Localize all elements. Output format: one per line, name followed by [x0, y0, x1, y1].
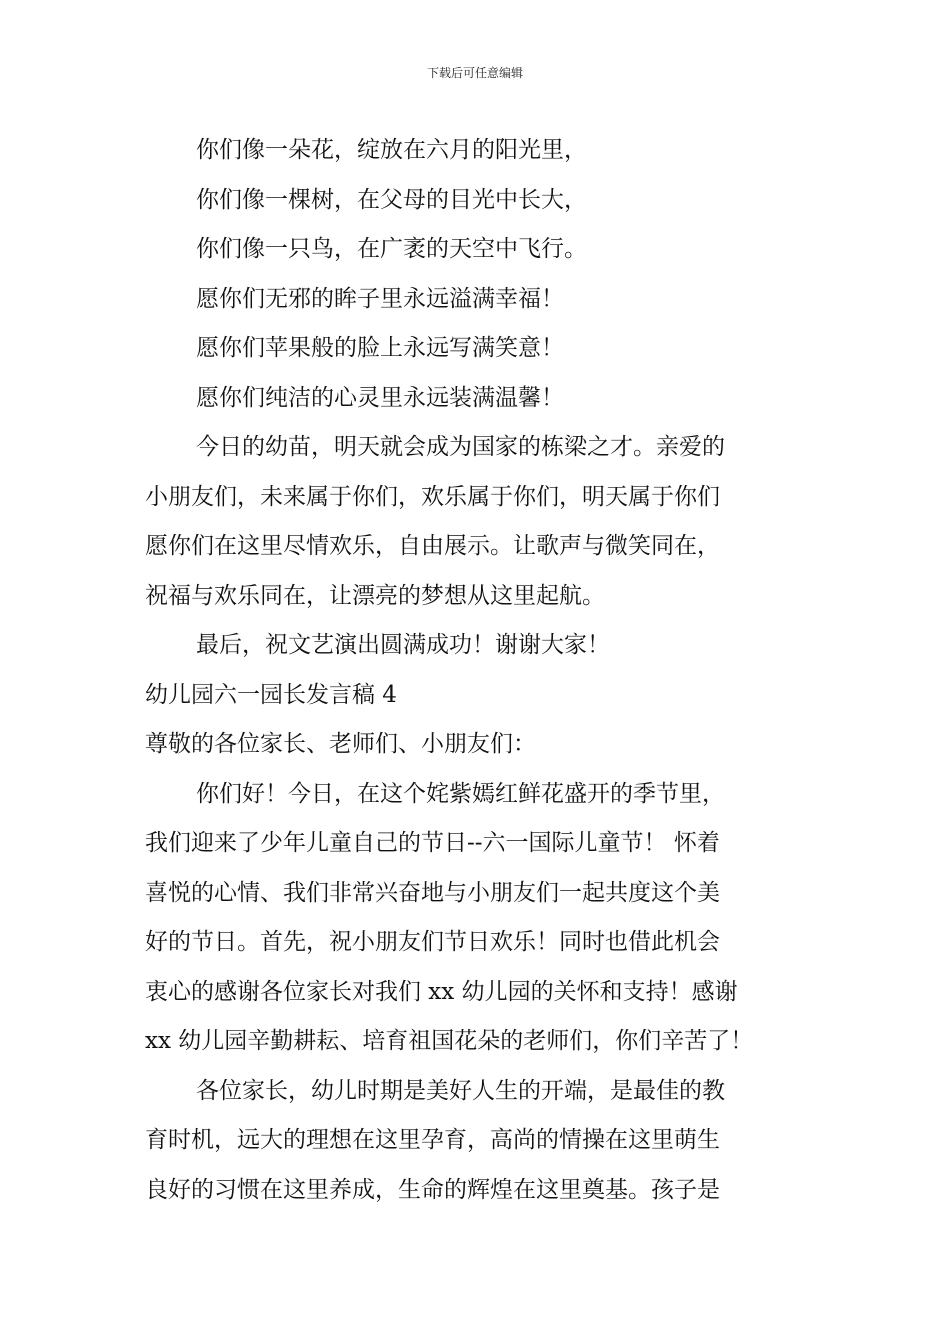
text-line: xx 幼儿园辛勤耕耘、培育祖国花朵的老师们，你们辛苦了！ [145, 1028, 754, 1054]
paragraph-start-line: 各位家长，幼儿时期是美好人生的开端，是最佳的教 [196, 1077, 725, 1104]
text-line: 你们像一只鸟，在广袤的天空中飞行。 [196, 236, 587, 262]
text-line: 愿你们在这里尽情欢乐，自由展示。让歌声与微笑同在， [145, 533, 720, 559]
salutation: 尊敬的各位家长、老师们、小朋友们： [145, 731, 536, 757]
paragraph-start-line: 你们好！今日，在这个姹紫嫣红鲜花盛开的季节里， [196, 780, 725, 807]
text-line: 祝福与欢乐同在，让漂亮的梦想从这里起航。 [145, 582, 605, 609]
text-line: 小朋友们，未来属于你们，欢乐属于你们，明天属于你们 [145, 483, 720, 510]
paragraph-start-line: 今日的幼苗，明天就会成为国家的栋梁之才。亲爱的 [196, 434, 725, 460]
text-line: 你们像一棵树，在父母的目光中长大， [196, 186, 587, 213]
text-line: 愿你们苹果般的脸上永远写满笑意！ [196, 335, 564, 361]
page-header: 下载后可任意编辑 [426, 66, 523, 80]
text-line: 我们迎来了少年儿童自己的节日--六一国际儿童节！ 怀着 [145, 830, 720, 856]
text-line: 好的节日。首先，祝小朋友们节日欢乐！同时也借此机会 [145, 929, 720, 955]
text-line: 愿你们纯洁的心灵里永远装满温馨！ [196, 384, 564, 411]
text-line: 你们像一朵花，绽放在六月的阳光里， [196, 137, 587, 163]
document-body [145, 126, 810, 1215]
text-line: 愿你们无邪的眸子里永远溢满幸福！ [196, 285, 564, 312]
text-line: 良好的习惯在这里养成，生命的辉煌在这里奠基。孩子是 [145, 1176, 720, 1203]
section-title: 幼儿园六一园长发言稿 4 [145, 681, 397, 708]
text-line: 喜悦的心情、我们非常兴奋地与小朋友们一起共度这个美 [145, 879, 720, 906]
paragraph-start-line: 最后，祝文艺演出圆满成功！谢谢大家！ [196, 632, 610, 658]
text-line: 衷心的感谢各位家长对我们 xx 幼儿园的关怀和支持！感谢 [145, 978, 738, 1005]
text-line: 育时机，远大的理想在这里孕育，高尚的情操在这里萌生 [145, 1127, 720, 1153]
